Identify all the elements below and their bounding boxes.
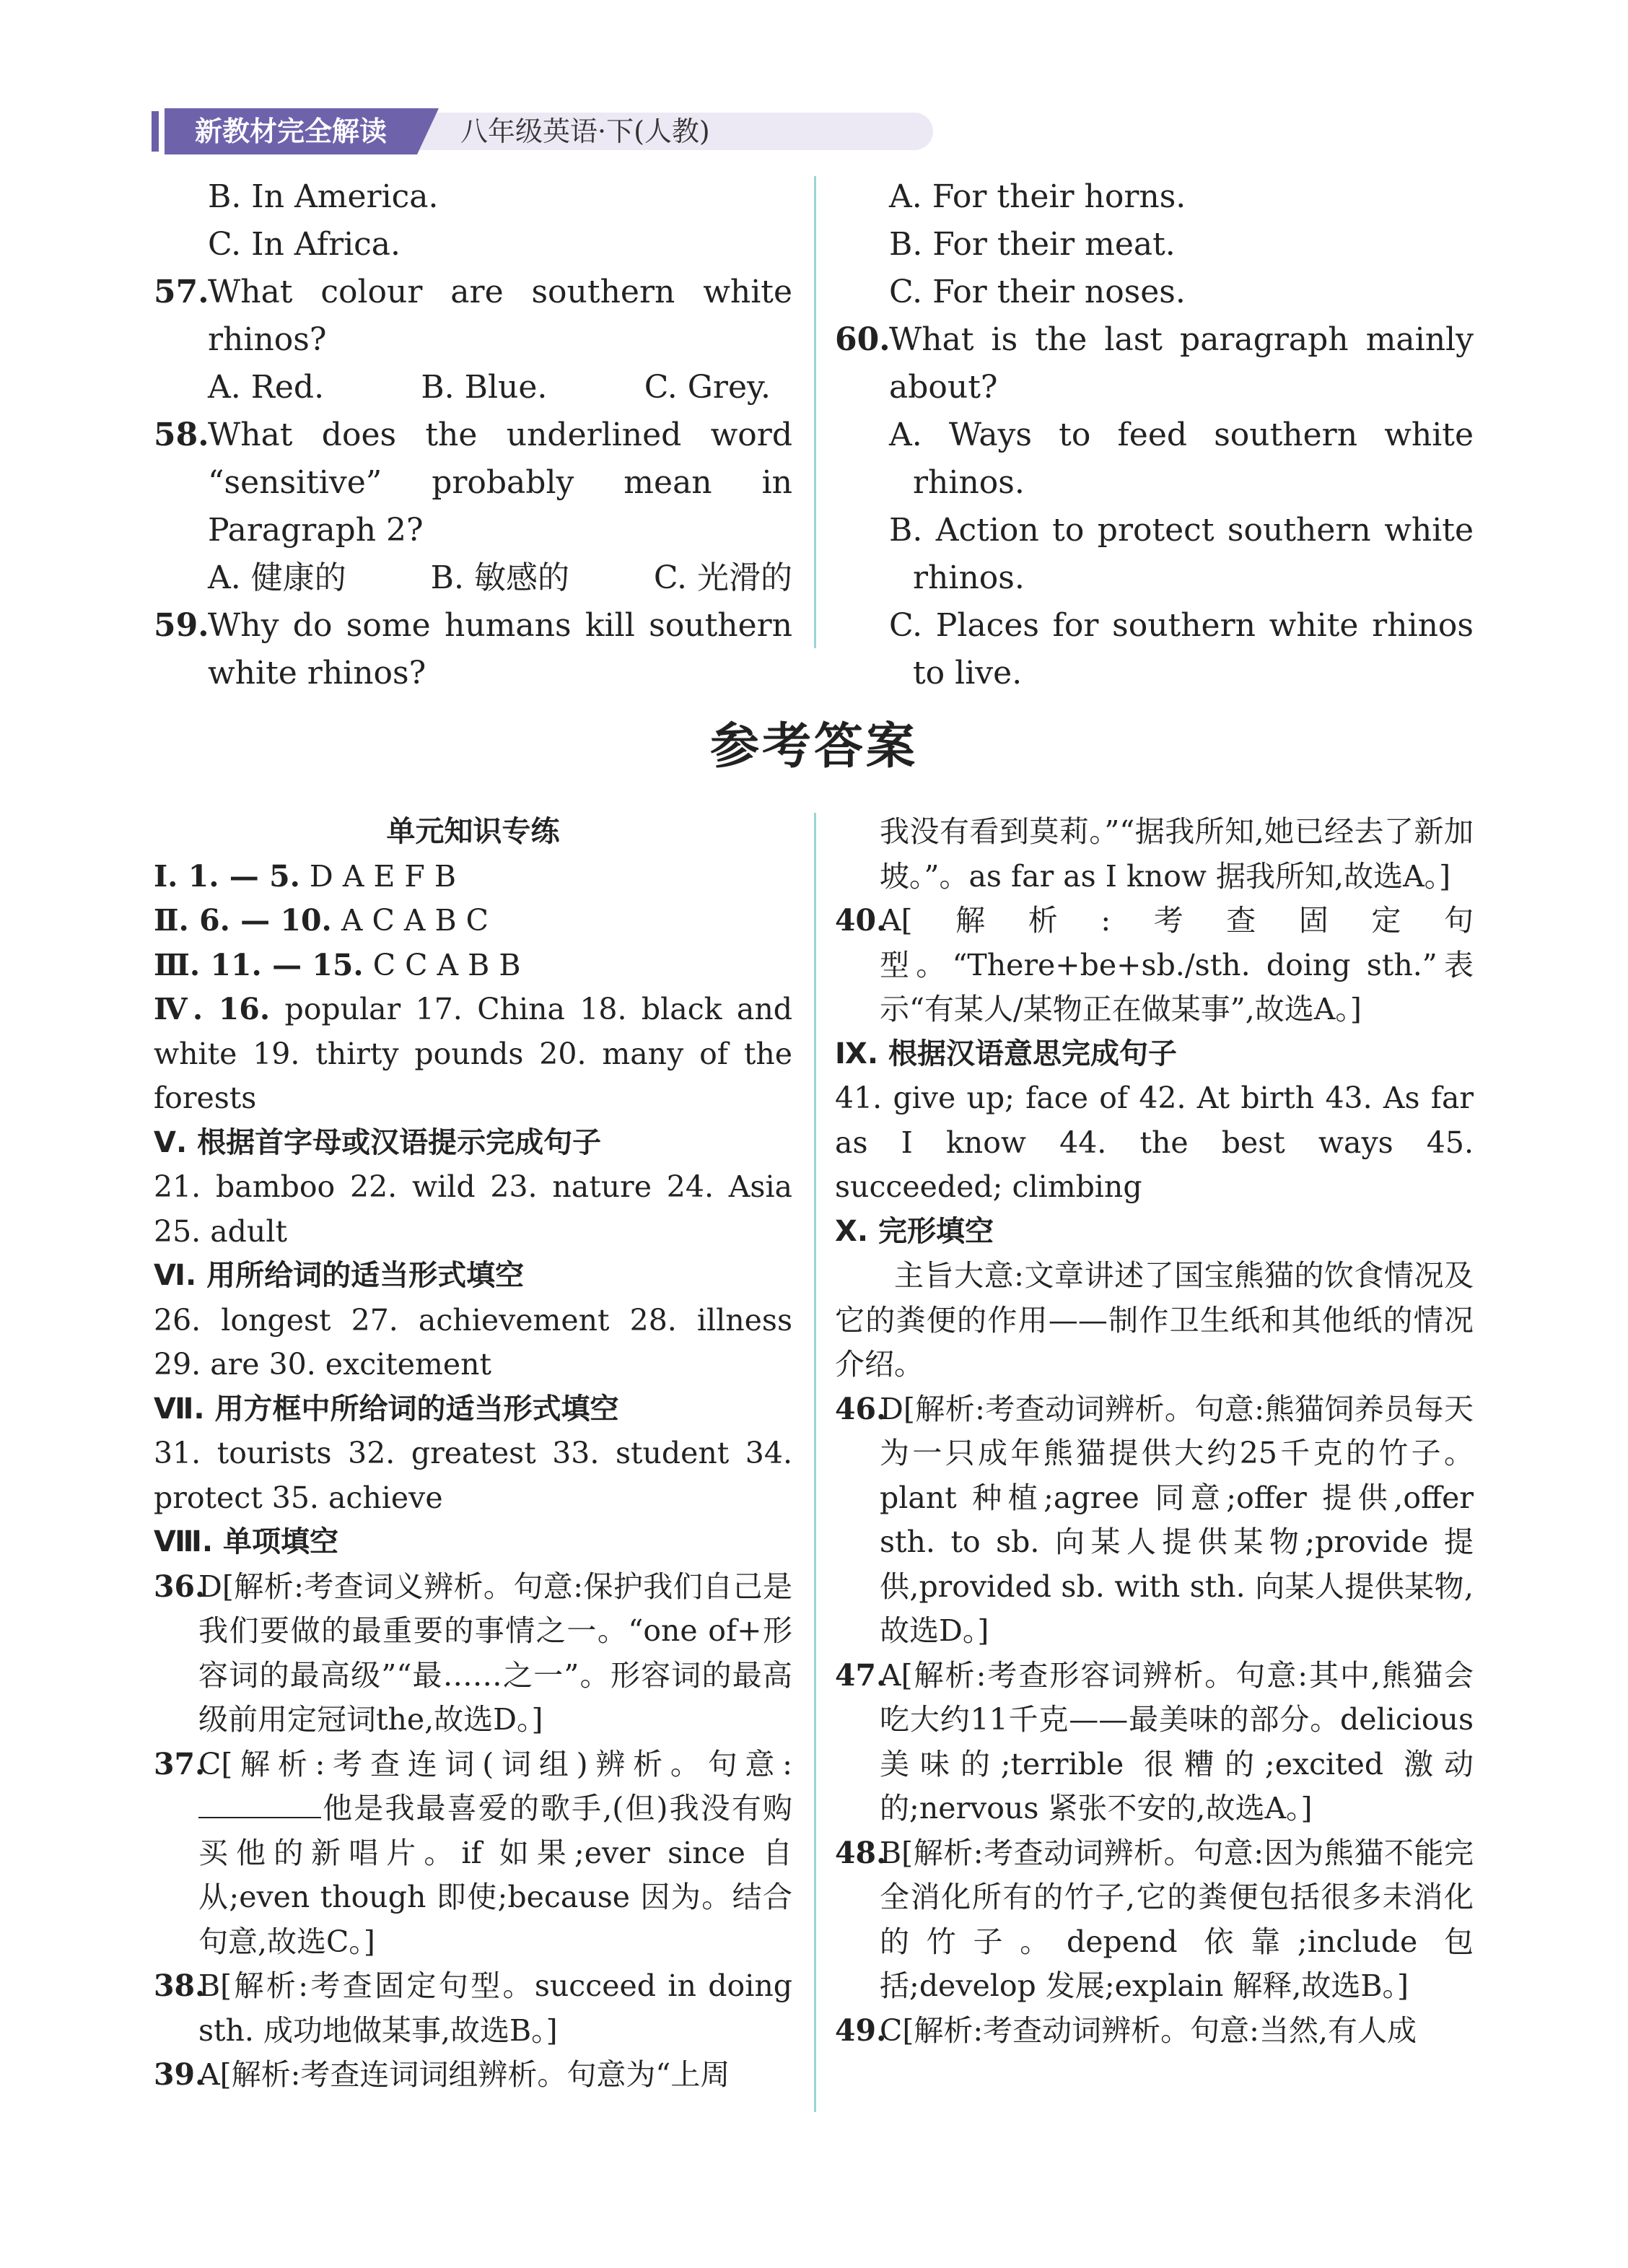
q57-options — [154, 364, 792, 411]
section-9-title: Ⅸ. 根据汉语意思完成句子 — [835, 1037, 1177, 1070]
answer-46 — [835, 1387, 1474, 1654]
question-58 — [154, 411, 792, 554]
q58-option-a: A. 健康的 — [208, 559, 346, 596]
answer-number: 47. — [835, 1657, 887, 1693]
answers-title: 参考答案 — [709, 718, 918, 775]
q58-option-c: C. 光滑的 — [653, 559, 792, 596]
question-60 — [835, 316, 1474, 411]
answer-number: 38. — [154, 1968, 206, 2003]
answer-39-continued: 我没有看到莫莉。”“据我所知,她已经去了新加坡。”。as far as I know 据我所知,故选A。] — [880, 814, 1474, 894]
group-label: Ⅰ. 1. — 5. — [154, 858, 300, 894]
q56-option-c: C. In Africa. — [208, 226, 401, 263]
answer-40 — [835, 899, 1474, 1032]
answer-explanation: A[解析:考查连词词组辨析。句意为“上周 — [198, 2057, 730, 2092]
section-10-title: Ⅹ. 完形填空 — [835, 1214, 994, 1248]
group-answers: A C A B C — [331, 903, 489, 938]
question-text: Why do some humans kill southern white rhinos? — [208, 607, 792, 692]
q57-option-a: A. Red. — [208, 369, 325, 406]
q57-option-b: B. Blue. — [421, 369, 548, 406]
q59-option-c: C. For their noses. — [889, 274, 1186, 310]
book-subtitle: 八年级英语·下(人教) — [417, 113, 933, 150]
passage-summary: 主旨大意:文章讲述了国宝熊猫的饮食情况及它的粪便的作用——制作卫生纸和其他纸的情况介绍。 — [835, 1258, 1474, 1382]
question-59 — [154, 602, 792, 697]
header-accent-bar — [152, 111, 159, 152]
answer-number: 49. — [835, 2012, 887, 2048]
q60-option-b: B. Action to protect southern white rhinos. — [889, 512, 1474, 596]
answer-group-2 — [154, 899, 792, 943]
section-5-answers: 21. bamboo 22. wild 23. nature 24. Asia 25. adult — [154, 1169, 792, 1249]
questions-right-column — [835, 173, 1474, 697]
answer-number: 40. — [835, 903, 887, 938]
answer-38 — [154, 1964, 792, 2053]
section-6-answers: 26. longest 27. achievement 28. illness 29. are 30. excitement — [154, 1302, 792, 1382]
answer-explanation: 他是我最喜爱的歌手,(但)我没有购买他的新唱片。if 如果;ever since 自从;even though 即使;because 因为。结合句意,故选C。] — [198, 1791, 792, 1959]
blank-line — [198, 1789, 321, 1818]
question-57 — [154, 269, 792, 364]
questions-left-column — [154, 173, 792, 697]
answer-explanation: D[解析:考查动词辨析。句意:熊猫饲养员每天为一只成年熊猫提供大约25千克的竹子。plant 种植;agree 同意;offer 提供,offer sth. to sb. 向某人提供某物;provide 提供,provided sb. with sth. 向某人提供某物,故选D。] — [880, 1391, 1474, 1648]
section-7-answers: 31. tourists 32. greatest 33. student 34. protect 35. achieve — [154, 1436, 792, 1515]
answer-49 — [835, 2009, 1474, 2054]
q58-option-b: B. 敏感的 — [430, 559, 569, 596]
answer-explanation: A[解析:考查形容词辨析。句意:其中,熊猫会吃大约11千克——最美味的部分。delicious 美味的;terrible 很糟的;excited 激动的;nervous 紧张不安的,故选A。] — [880, 1657, 1474, 1826]
answer-explanation: B[解析:考查固定句型。succeed in doing sth. 成功地做某事,故选B。] — [198, 1968, 792, 2048]
answer-number: 46. — [835, 1391, 887, 1426]
answer-48 — [835, 1831, 1474, 2009]
q56-option-b: B. In America. — [208, 178, 439, 215]
q60-option-c: C. Places for southern white rhinos to live. — [889, 607, 1474, 692]
section-7-title: Ⅶ. 用方框中所给词的适当形式填空 — [154, 1392, 619, 1426]
section-title: 单元知识专练 — [386, 815, 560, 848]
header-divider — [417, 108, 439, 154]
answer-36 — [154, 1565, 792, 1743]
question-text: What does the underlined word “sensitive” probably mean in Paragraph 2? — [208, 416, 792, 549]
question-number: 59. — [154, 607, 209, 644]
column-divider-top — [814, 176, 816, 648]
answer-group-1 — [154, 855, 792, 899]
book-title: 新教材完全解读 — [165, 108, 417, 154]
answer-47 — [835, 1654, 1474, 1831]
answer-37 — [154, 1743, 792, 1965]
answer-group-3 — [154, 943, 792, 988]
group-answers: C C A B B — [363, 947, 521, 982]
question-number: 57. — [154, 274, 209, 310]
answer-explanation: C[解析:考查动词辨析。句意:当然,有人成 — [880, 2012, 1417, 2048]
answer-39 — [154, 2053, 792, 2098]
section-6-title: Ⅵ. 用所给词的适当形式填空 — [154, 1259, 525, 1292]
group-label: Ⅳ. 16. — [154, 992, 271, 1026]
question-number: 58. — [154, 416, 209, 453]
answers-right-column — [835, 810, 1474, 2053]
question-text: What is the last paragraph mainly about? — [889, 321, 1474, 406]
q57-option-c: C. Grey. — [644, 369, 771, 406]
section-8-title: Ⅷ. 单项填空 — [154, 1525, 339, 1558]
answer-number: 37. — [154, 1746, 206, 1781]
question-text: What colour are southern white rhinos? — [208, 274, 792, 358]
group-label: Ⅲ. 11. — 15. — [154, 947, 364, 982]
answers-left-column — [154, 810, 792, 2098]
group-answers: popular 17. China 18. black and white 19. thirty pounds 20. many of the forests — [154, 992, 792, 1115]
column-divider-bottom — [814, 813, 816, 2112]
answer-number: 36. — [154, 1569, 206, 1604]
section-5-title: Ⅴ. 根据首字母或汉语提示完成句子 — [154, 1125, 602, 1159]
answer-explanation: B[解析:考查动词辨析。句意:因为熊猫不能完全消化所有的竹子,它的粪便包括很多未消化的竹子。depend 依靠;include 包括;develop 发展;explain 解释,故选B。] — [880, 1835, 1474, 2003]
group-answers: D A E F B — [299, 858, 457, 894]
section-9-answers: 41. give up; face of 42. At birth 43. As far as I know 44. the best ways 45. succeeded; climbing — [835, 1081, 1474, 1204]
answer-explanation-lead: C[解析:考查连词(词组)辨析。句意: — [198, 1746, 792, 1781]
answer-explanation: A[解析:考查固定句型。“There+be+sb./sth. doing sth.”表示“有某人/某物正在做某事”,故选A。] — [880, 903, 1474, 1026]
q58-options — [154, 554, 792, 602]
q59-option-b: B. For their meat. — [889, 226, 1176, 263]
group-label: Ⅱ. 6. — 10. — [154, 903, 332, 938]
answer-number: 39. — [154, 2057, 206, 2092]
answer-explanation: D[解析:考查词义辨析。句意:保护我们自己是我们要做的最重要的事情之一。“one of+形容词的最高级”“最……之一”。形容词的最高级前用定冠词the,故选D。] — [198, 1569, 792, 1737]
q59-option-a: A. For their horns. — [889, 178, 1186, 215]
answer-number: 48. — [835, 1835, 887, 1870]
question-number: 60. — [835, 321, 890, 358]
q60-option-a: A. Ways to feed southern white rhinos. — [889, 416, 1474, 501]
answer-group-4 — [154, 987, 792, 1121]
